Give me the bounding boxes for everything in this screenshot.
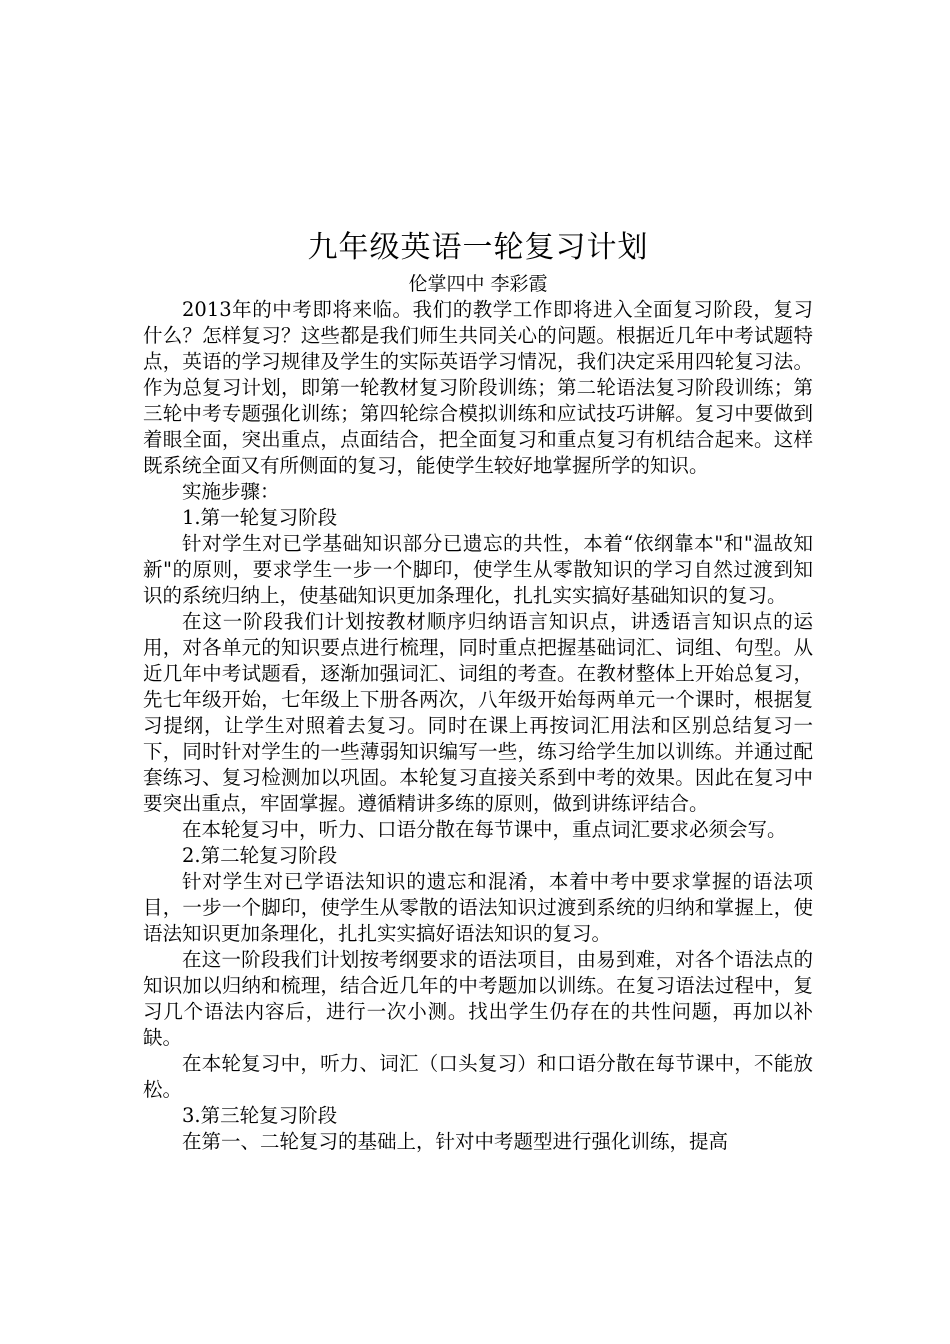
paragraph-round-1-note: 在本轮复习中，听力、口语分散在每节课中，重点词汇要求必须会写。 — [182, 818, 787, 841]
paragraph-round-2-note: 在本轮复习中，听力、词汇（口头复习）和口语分散在每节课中，不能放松。 — [143, 1052, 813, 1101]
section-heading-round-2: 2.第二轮复习阶段 — [182, 844, 338, 867]
paragraph-round-1-plan: 在这一阶段我们计划按教材顺序归纳语言知识点，讲透语言知识点的运用，对各单元的知识要点进行梳理，同时重点把握基础词汇、词组、句型。从近几年中考试题看，逐渐加强词汇、词组的考查。在教材整体上开始总复习，先七年级开始，七年级上下册各两次，八年级开始每两单元一个课时，根据复习提纲，让学生对照着去复习。同时在课上再按词汇用法和区别总结复习一下，同时针对学生的一些薄弱知识编写一些，练习给学生加以训练。并通过配套练习、复习检测加以巩固。本轮复习直接关系到中考的效果。因此在复习中要突出重点，牢固掌握。遵循精讲多练的原则，做到讲练评结合。 — [143, 610, 813, 815]
section-heading-round-1: 1.第一轮复习阶段 — [182, 506, 338, 529]
document-page — [143, 225, 813, 1155]
paragraph-round-2-plan: 在这一阶段我们计划按考纲要求的语法项目，由易到难，对各个语法点的知识加以归纳和梳理，结合近几年的中考题加以训练。在复习语法过程中，复习几个语法内容后，进行一次小测。找出学生仍存在的共性问题，再加以补缺。 — [143, 948, 813, 1049]
paragraph-round-1-goal: 针对学生对已学基础知识部分已遗忘的共性，本着“依纲靠本"和"温故知新"的原则，要求学生一步一个脚印，使学生从零散知识的学习自然过渡到知识的系统归纳上，使基础知识更加条理化，扎扎实实搞好基础知识的复习。 — [143, 532, 813, 607]
paragraph-round-2-goal: 针对学生对已学语法知识的遗忘和混淆，本着中考中要求掌握的语法项目，一步一个脚印，使学生从零散的语法知识过渡到系统的归纳和掌握上，使语法知识更加条理化，扎扎实实搞好语法知识的复习。 — [143, 870, 813, 945]
paragraph-intro: 2013年的中考即将来临。我们的教学工作即将进入全面复习阶段，复习什么？怎样复习？这些都是我们师生共同关心的问题。根据近几年中考试题特点，英语的学习规律及学生的实际英语学习情况，我们决定采用四轮复习法。作为总复习计划，即第一轮教材复习阶段训练；第二轮语法复习阶段训练；第三轮中考专题强化训练；第四轮综合模拟训练和应试技巧讲解。复习中要做到着眼全面，突出重点，点面结合，把全面复习和重点复习有机结合起来。这样既系统全面又有所侧面的复习，能使学生较好地掌握所学的知识。 — [143, 298, 813, 477]
section-heading-round-3: 3.第三轮复习阶段 — [182, 1104, 338, 1127]
paragraph-round-3-goal: 在第一、二轮复习的基础上，针对中考题型进行强化训练，提高 — [182, 1130, 729, 1153]
document-author: 伦掌四中 李彩霞 — [408, 273, 548, 295]
paragraph-steps-heading: 实施步骤： — [182, 480, 280, 503]
document-title: 九年级英语一轮复习计划 — [307, 230, 649, 265]
